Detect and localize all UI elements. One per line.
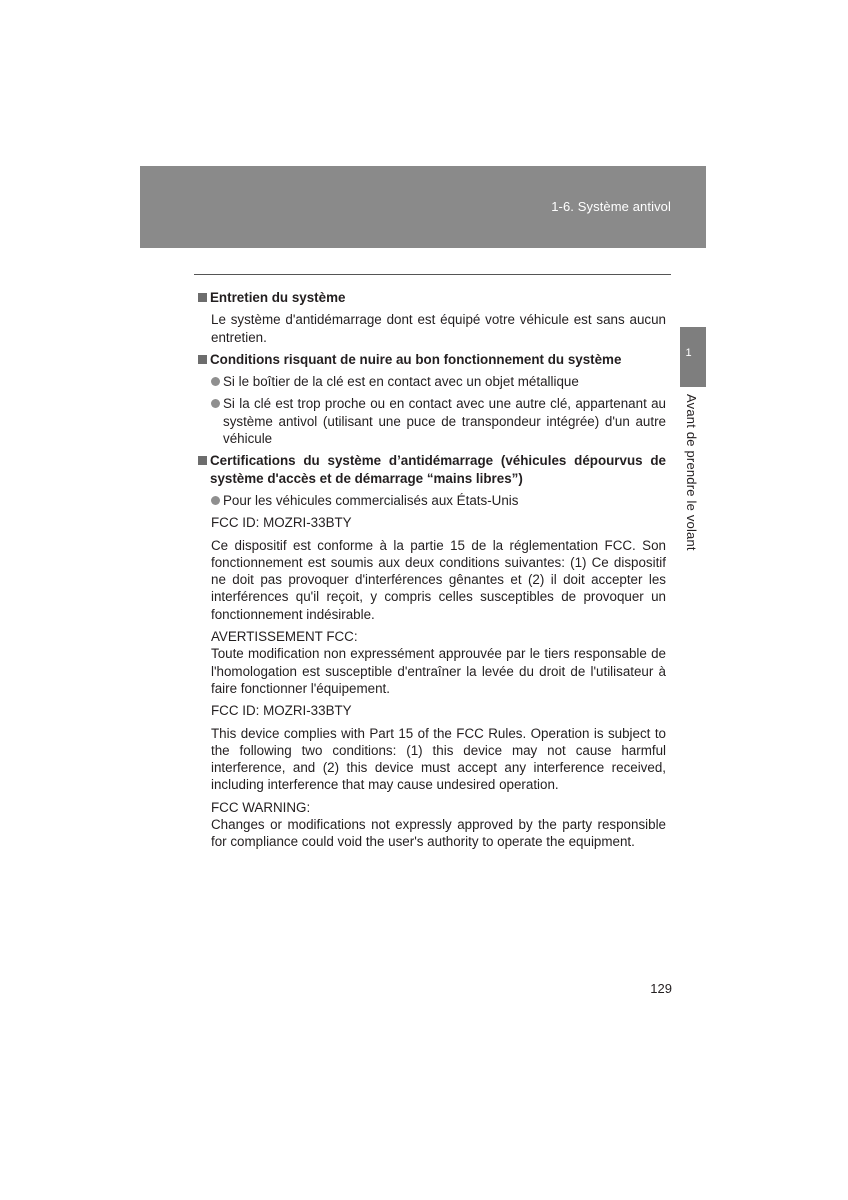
maintenance-heading: [196, 289, 666, 306]
list-item-text: Pour les véhicules commercialisés aux États-Unis: [223, 492, 519, 508]
page-number: 129: [650, 981, 672, 996]
chapter-tab: [680, 327, 706, 387]
list-item: [211, 492, 666, 509]
page-content: [196, 289, 666, 856]
circle-bullet-icon: [211, 399, 220, 408]
en-warning-title: FCC WARNING:: [211, 799, 311, 815]
square-bullet-icon: [198, 456, 207, 465]
maintenance-text: Le système d'antidémarrage dont est équipé votre véhicule est sans aucun entretien.: [211, 312, 666, 345]
section-header-band: [140, 166, 706, 248]
list-item-text: Si le boîtier de la clé est en contact avec un objet métallique: [223, 374, 579, 390]
fr-warning-text: Toute modification non expressément approuvée par le tiers responsable de l'homologation est susceptible d'entraîner la levée du droit de l'utilisateur à faire fonctionner l'équipement.: [211, 646, 666, 696]
list-item: [211, 395, 666, 447]
list-item: [211, 373, 666, 390]
circle-bullet-icon: [211, 377, 220, 386]
certifications-heading-text: Certifications du système d’antidémarrage (véhicules dépourvus de système d'accès et de démarrage “mains libres”): [210, 453, 666, 486]
en-warning-text: Changes or modifications not expressly approved by the party responsible for compliance could void the user's authority to operate the equipment.: [211, 817, 666, 850]
conditions-heading-text: Conditions risquant de nuire au bon fonctionnement du système: [210, 351, 622, 367]
square-bullet-icon: [198, 293, 207, 302]
chapter-title: Avant de prendre le volant: [684, 394, 699, 551]
circle-bullet-icon: [211, 496, 220, 505]
square-bullet-icon: [198, 355, 207, 364]
en-warning: [211, 799, 666, 851]
maintenance-heading-text: Entretien du système: [210, 290, 346, 305]
en-compliance-text: This device complies with Part 15 of the FCC Rules. Operation is subject to the following two conditions: (1) this device may not cause harmful interference, and (2) this device must accept any interference received, including interference that may cause undesired operation.: [211, 725, 666, 793]
fr-warning-title: AVERTISSEMENT FCC:: [211, 629, 358, 645]
list-item-text: Si la clé est trop proche ou en contact avec une autre clé, appartenant au système antivol (utilisant une puce de transpondeur intégrée) d'un autre véhicule: [223, 396, 666, 447]
section-title: 1-6. Système antivol: [551, 199, 671, 214]
conditions-heading: [196, 351, 666, 368]
fr-warning: [211, 628, 666, 697]
fcc-id-en: FCC ID: MOZRI-33BTY: [211, 703, 352, 719]
fcc-id-fr: FCC ID: MOZRI-33BTY: [211, 515, 352, 531]
certifications-heading: [196, 452, 666, 487]
fr-compliance-text: Ce dispositif est conforme à la partie 15 de la réglementation FCC. Son fonctionnement est soumis aux deux conditions suivantes: (1) Ce dispositif ne doit pas provoquer d'interférences gênantes et (2) il doit accepter les interférences qu'il reçoit, y compris celles susceptibles de provoquer un fonctionnement indésirable.: [211, 537, 666, 622]
chapter-number: 1: [685, 347, 692, 359]
header-divider: [194, 274, 671, 275]
